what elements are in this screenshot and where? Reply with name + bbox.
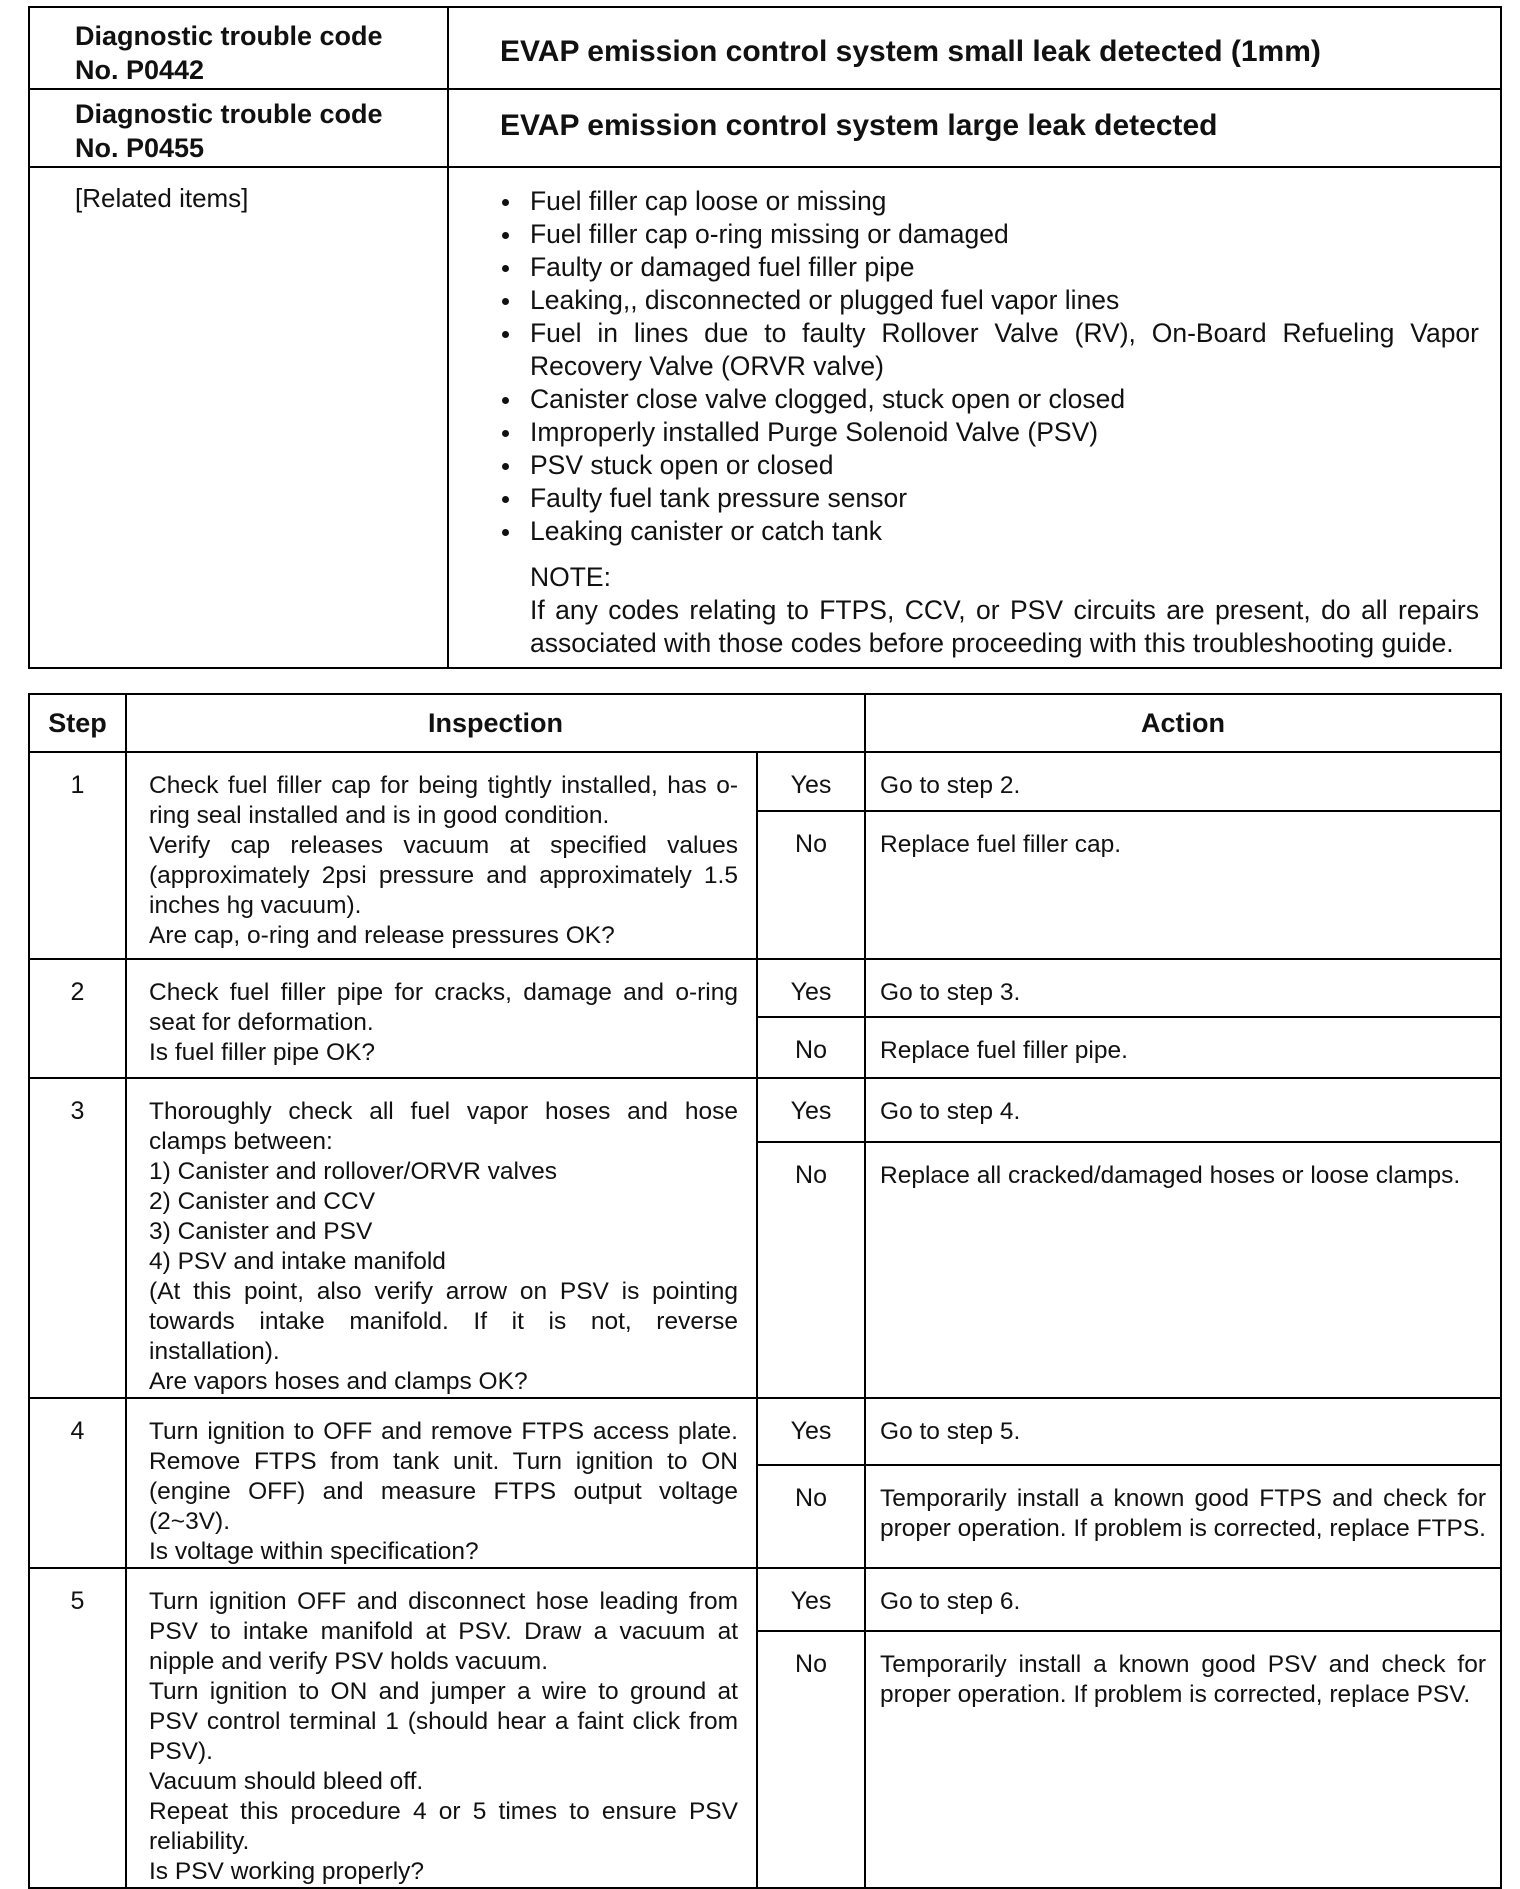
table-row (29, 1078, 1501, 1142)
inspection-line: Verify cap releases vacuum at specified values (approximately 2psi pressure and approximately 1.5 inches hg vacuum). (149, 832, 738, 919)
dtc-row-p0455 (29, 89, 1501, 167)
dtc-code-label: Diagnostic trouble code No. P0442 (75, 21, 383, 85)
list-item: Leaking,, disconnected or plugged fuel vapor lines (496, 284, 1479, 317)
inspection-line: Thoroughly check all fuel vapor hoses and hose clamps between: (149, 1098, 738, 1155)
inspection-line: Are vapors hoses and clamps OK? (149, 1368, 528, 1395)
column-header-action: Action (865, 694, 1501, 752)
inspection-line: Repeat this procedure 4 or 5 times to ensure PSV reliability. (149, 1798, 738, 1855)
table-header-row (29, 694, 1501, 752)
yes-action: Go to step 5. (865, 1398, 1501, 1465)
no-action: Replace all cracked/damaged hoses or loose clamps. (865, 1142, 1501, 1398)
inspection-line: Are cap, o-ring and release pressures OK? (149, 922, 615, 949)
step-number: 1 (29, 752, 126, 959)
step-number: 5 (29, 1568, 126, 1888)
no-label: No (757, 1465, 865, 1568)
yes-label: Yes (757, 959, 865, 1017)
table-row (29, 1398, 1501, 1465)
step-number: 3 (29, 1078, 126, 1398)
list-item: Faulty fuel tank pressure sensor (496, 482, 1479, 515)
step-number: 4 (29, 1398, 126, 1568)
yes-action: Go to step 3. (865, 959, 1501, 1017)
no-action: Temporarily install a known good PSV and check for proper operation. If problem is corrected, replace PSV. (865, 1631, 1501, 1888)
dtc-code-title: EVAP emission control system small leak detected (1mm) (500, 35, 1321, 68)
inspection-text (126, 1078, 757, 1398)
table-row (29, 959, 1501, 1017)
step-number: 2 (29, 959, 126, 1078)
dtc-row-p0442 (29, 7, 1501, 89)
list-item: PSV stuck open or closed (496, 449, 1479, 482)
inspection-text (126, 1568, 757, 1888)
troubleshooting-table (28, 693, 1502, 1889)
yes-action: Go to step 6. (865, 1568, 1501, 1631)
column-header-step: Step (29, 694, 126, 752)
list-item: Fuel filler cap loose or missing (496, 185, 1479, 218)
inspection-line: Turn ignition to ON and jumper a wire to ground at PSV control terminal 1 (should hear a faint click from PSV). (149, 1678, 738, 1765)
inspection-line: 4) PSV and intake manifold (149, 1248, 446, 1275)
list-item: Fuel filler cap o-ring missing or damaged (496, 218, 1479, 251)
no-label: No (757, 811, 865, 959)
inspection-line: Is fuel filler pipe OK? (149, 1039, 376, 1066)
dtc-header-table (28, 6, 1502, 669)
related-items-row (29, 167, 1501, 668)
no-label: No (757, 1142, 865, 1398)
inspection-line: 3) Canister and PSV (149, 1218, 373, 1245)
note-block (450, 548, 1499, 660)
column-header-inspection: Inspection (126, 694, 865, 752)
list-item: Faulty or damaged fuel filler pipe (496, 251, 1479, 284)
related-items-list (450, 169, 1499, 548)
yes-label: Yes (757, 1078, 865, 1142)
inspection-text (126, 959, 757, 1078)
inspection-line: Turn ignition OFF and disconnect hose leading from PSV to intake manifold at PSV. Draw a vacuum at nipple and verify PSV holds vacuum. (149, 1588, 738, 1675)
no-action: Temporarily install a known good FTPS and check for proper operation. If problem is corrected, replace FTPS. (865, 1465, 1501, 1568)
table-row (29, 752, 1501, 811)
note-title: NOTE: (530, 562, 611, 592)
yes-action: Go to step 4. (865, 1078, 1501, 1142)
inspection-line: Is voltage within specification? (149, 1538, 479, 1565)
yes-label: Yes (757, 1398, 865, 1465)
no-action: Replace fuel filler cap. (865, 811, 1501, 959)
inspection-text (126, 752, 757, 959)
yes-label: Yes (757, 1568, 865, 1631)
dtc-code-label: Diagnostic trouble code No. P0455 (75, 99, 383, 163)
yes-label: Yes (757, 752, 865, 811)
inspection-line: Turn ignition to OFF and remove FTPS access plate. Remove FTPS from tank unit. Turn ignition to ON (engine OFF) and measure FTPS output voltage (2~3V). (149, 1418, 738, 1535)
inspection-line: Check fuel filler cap for being tightly installed, has o-ring seal installed and is in good condition. (149, 772, 738, 829)
list-item: Canister close valve clogged, stuck open or closed (496, 383, 1479, 416)
no-action: Replace fuel filler pipe. (865, 1017, 1501, 1078)
related-items-label: [Related items] (75, 183, 249, 213)
note-body: If any codes relating to FTPS, CCV, or PSV circuits are present, do all repairs associated with those codes before proceeding with this troubleshooting guide. (530, 595, 1479, 658)
inspection-line: 1) Canister and rollover/ORVR valves (149, 1158, 558, 1185)
no-label: No (757, 1631, 865, 1888)
inspection-text (126, 1398, 757, 1568)
list-item: Leaking canister or catch tank (496, 515, 1479, 548)
list-item: Improperly installed Purge Solenoid Valve (PSV) (496, 416, 1479, 449)
inspection-line: (At this point, also verify arrow on PSV is pointing towards intake manifold. If it is not, reverse installation). (149, 1278, 738, 1365)
no-label: No (757, 1017, 865, 1078)
inspection-line: Vacuum should bleed off. (149, 1768, 424, 1795)
inspection-line: Check fuel filler pipe for cracks, damage and o-ring seat for deformation. (149, 979, 738, 1036)
yes-action: Go to step 2. (865, 752, 1501, 811)
list-item: Fuel in lines due to faulty Rollover Valve (RV), On-Board Refueling Vapor Recovery Valve (ORVR valve) (496, 317, 1479, 383)
inspection-line: 2) Canister and CCV (149, 1188, 376, 1215)
table-row (29, 1568, 1501, 1631)
inspection-line: Is PSV working properly? (149, 1858, 425, 1885)
dtc-code-title: EVAP emission control system large leak detected (500, 109, 1218, 142)
